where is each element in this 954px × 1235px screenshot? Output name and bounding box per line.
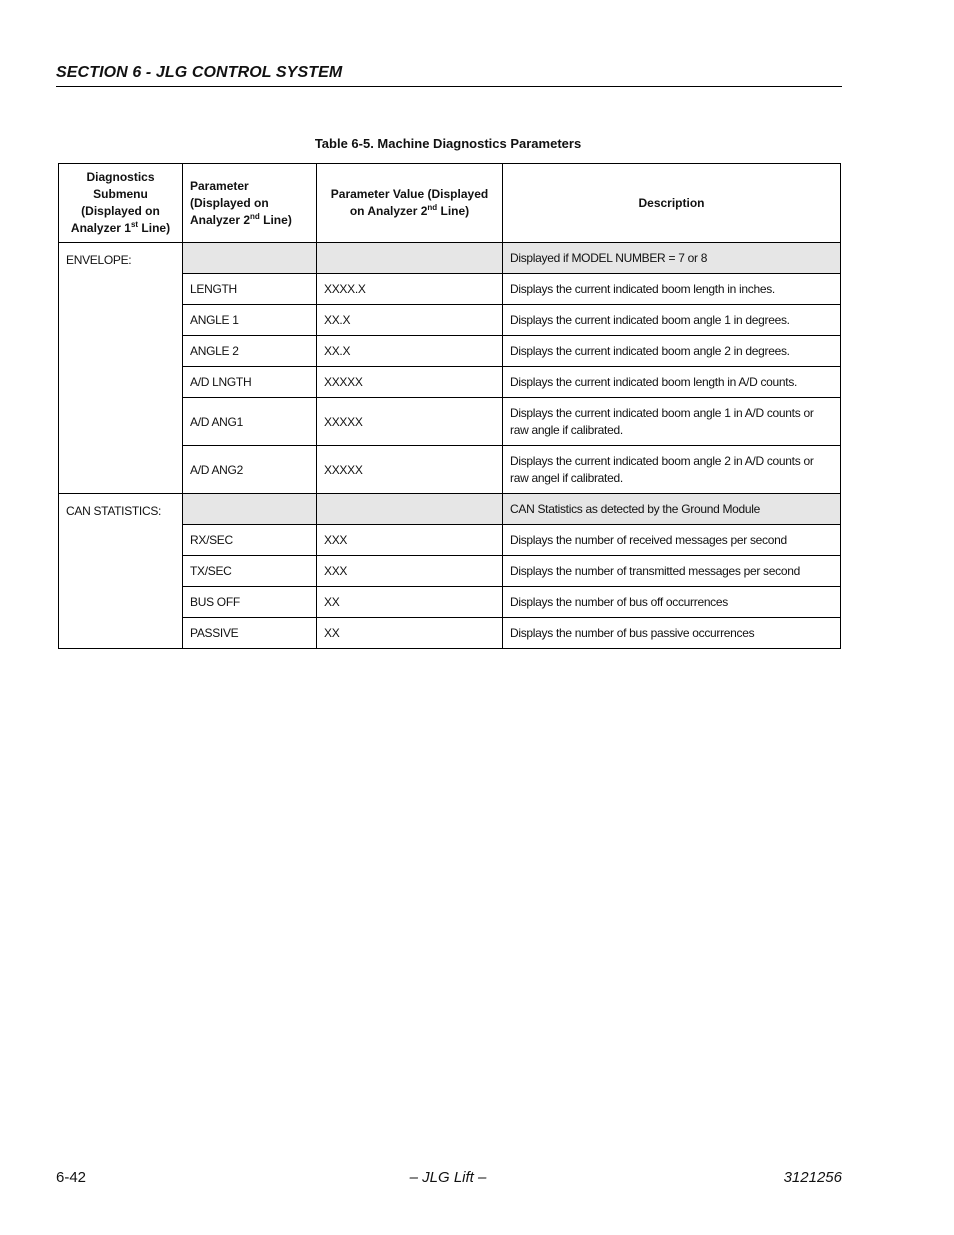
parameter-cell: BUS OFF [183,587,317,618]
value-cell: XX [317,618,503,649]
parameter-cell: A/D ANG1 [183,398,317,446]
value-cell: XXXXX [317,446,503,494]
parameter-cell [183,243,317,274]
diagnostics-table [58,163,841,649]
col-header-submenu: Diagnostics Submenu (Displayed on Analyzer 1st Line) [59,164,183,243]
value-cell [317,494,503,525]
parameter-cell: PASSIVE [183,618,317,649]
description-cell: Displays the number of bus passive occurrences [503,618,841,649]
parameter-cell: LENGTH [183,274,317,305]
description-cell: Displays the number of received messages per second [503,525,841,556]
parameter-cell: A/D LNGTH [183,367,317,398]
value-cell [317,243,503,274]
section-header: SECTION 6 - JLG CONTROL SYSTEM [56,64,842,87]
description-cell: Displays the current indicated boom angle 1 in A/D counts or raw angle if calibrated. [503,398,841,446]
description-cell: CAN Statistics as detected by the Ground Module [503,494,841,525]
value-cell: XXX [317,525,503,556]
description-cell: Displays the number of bus off occurrences [503,587,841,618]
table-row [59,243,841,274]
parameter-cell [183,494,317,525]
description-cell: Displays the current indicated boom length in inches. [503,274,841,305]
parameter-cell: RX/SEC [183,525,317,556]
description-cell: Displays the current indicated boom length in A/D counts. [503,367,841,398]
table-row [59,494,841,525]
parameter-cell: A/D ANG2 [183,446,317,494]
table-header-row [59,164,841,243]
value-cell: XX [317,587,503,618]
description-cell: Displayed if MODEL NUMBER = 7 or 8 [503,243,841,274]
parameter-cell: ANGLE 1 [183,305,317,336]
description-cell: Displays the number of transmitted messages per second [503,556,841,587]
submenu-cell-envelope: ENVELOPE: [59,243,183,494]
value-cell: XX.X [317,336,503,367]
footer-page-number: 6-42 [56,1169,87,1186]
col-header-description: Description [503,164,841,243]
col-header-value: Parameter Value (Displayed on Analyzer 2nd Line) [317,164,503,243]
footer-doc-number: 3121256 [783,1169,842,1186]
parameter-cell: TX/SEC [183,556,317,587]
col-header-parameter: Parameter (Displayed on Analyzer 2nd Line) [183,164,317,243]
value-cell: XX.X [317,305,503,336]
value-cell: XXXXX [317,367,503,398]
value-cell: XXX [317,556,503,587]
description-cell: Displays the current indicated boom angle 1 in degrees. [503,305,841,336]
table-title: Table 6-5. Machine Diagnostics Parameters [314,136,582,151]
description-cell: Displays the current indicated boom angle 2 in A/D counts or raw angel if calibrated. [503,446,841,494]
value-cell: XXXXX [317,398,503,446]
value-cell: XXXX.X [317,274,503,305]
footer-center-text: – JLG Lift – [409,1169,487,1186]
description-cell: Displays the current indicated boom angle 2 in degrees. [503,336,841,367]
parameter-cell: ANGLE 2 [183,336,317,367]
submenu-cell-can-statistics: CAN STATISTICS: [59,494,183,649]
